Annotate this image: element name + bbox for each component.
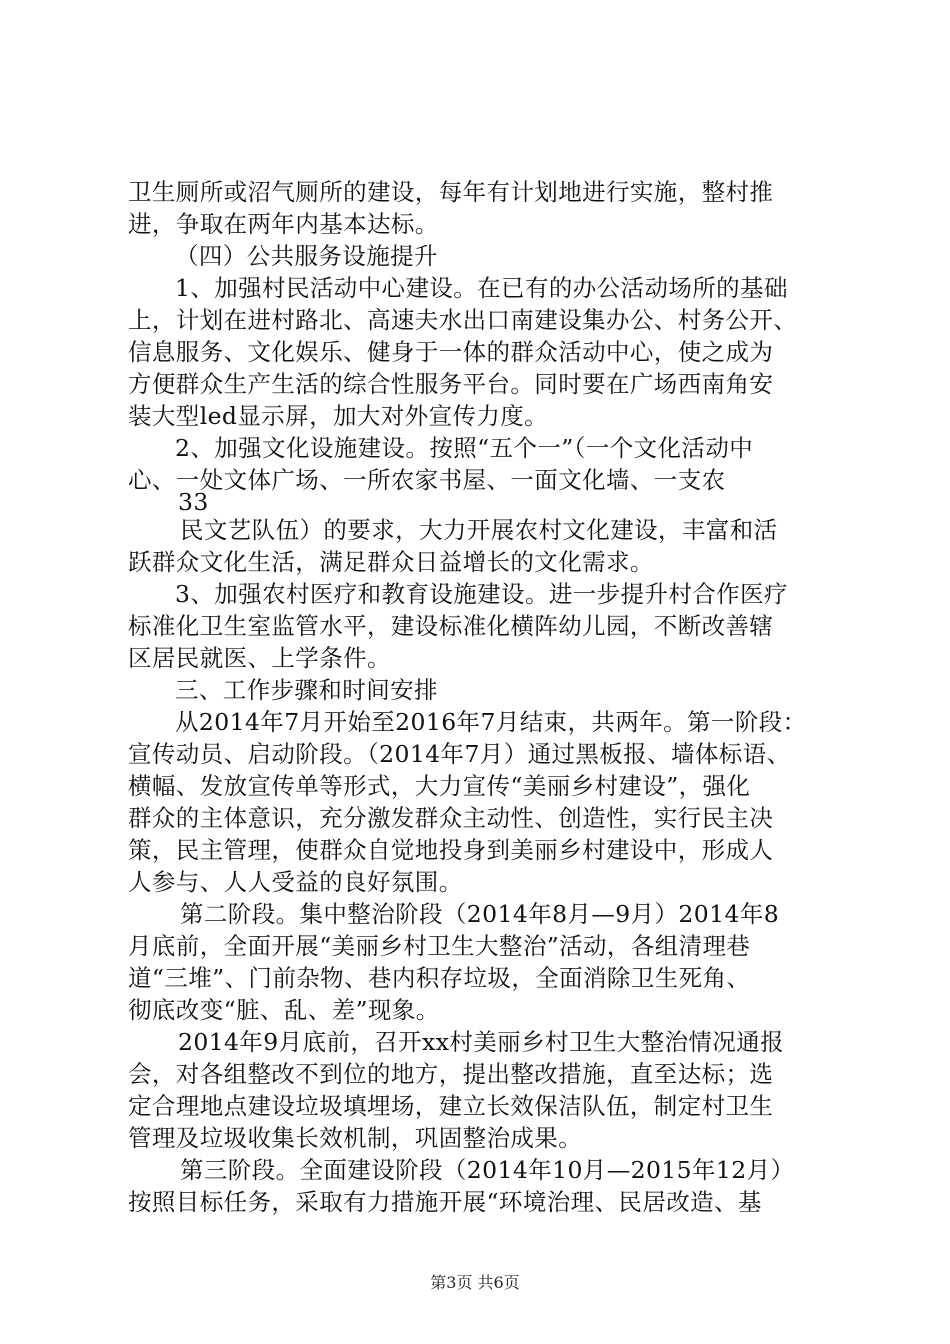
text-line: 2014年9月底前，召开xx村美丽乡村卫生大整治情况通报 bbox=[178, 1028, 784, 1056]
text-line: 卫生厕所或沼气厕所的建设，每年有计划地进行实施，整村推 bbox=[128, 178, 774, 206]
text-line: 道“三堆”、门前杂物、巷内积存垃圾，全面消除卫生死角、 bbox=[128, 964, 751, 992]
text-line: 横幅、发放宣传单等形式，大力宣传“美丽乡村建设”，强化 bbox=[128, 772, 751, 800]
text-line: 方便群众生产生活的综合性服务平台。同时要在广场西南角安 bbox=[128, 370, 774, 398]
text-line: 从2014年7月开始至2016年7月结束，共两年。第一阶段： bbox=[175, 708, 807, 736]
text-line: 第二阶段。集中整治阶段（2014年8月—9月）2014年8 bbox=[180, 900, 780, 928]
section-heading: （四）公共服务设施提升 bbox=[175, 242, 438, 270]
section-heading: 三、工作步骤和时间安排 bbox=[175, 676, 438, 704]
text-line: 人参与、人人受益的良好氛围。 bbox=[128, 868, 463, 896]
inline-page-number: 33 bbox=[178, 488, 209, 516]
text-line: 进，争取在两年内基本达标。 bbox=[128, 210, 439, 238]
text-line: 装大型led显示屏，加大对外宣传力度。 bbox=[128, 402, 549, 430]
text-line: 群众的主体意识，充分激发群众主动性、创造性，实行民主决 bbox=[128, 804, 774, 832]
text-line: 2、加强文化设施建设。按照“五个一”（一个文化活动中 bbox=[175, 434, 754, 462]
text-line: 彻底改变“脏、乱、差”现象。 bbox=[128, 996, 440, 1024]
text-line: 管理及垃圾收集长效机制，巩固整治成果。 bbox=[128, 1124, 583, 1152]
text-line: 宣传动员、启动阶段。（2014年7月）通过黑板报、墙体标语、 bbox=[128, 740, 791, 768]
text-line: 心、一处文体广场、一所农家书屋、一面文化墙、一支农 bbox=[128, 466, 726, 494]
text-line: 1、加强村民活动中心建设。在已有的办公活动场所的基础 bbox=[175, 274, 788, 302]
text-line: 按照目标任务，采取有力措施开展“环境治理、民居改造、基 bbox=[128, 1188, 762, 1216]
text-line: 月底前，全面开展“美丽乡村卫生大整治”活动，各组清理巷 bbox=[128, 932, 751, 960]
text-line: 第三阶段。全面建设阶段（2014年10月—2015年12月） bbox=[180, 1156, 795, 1184]
text-line: 会，对各组整改不到位的地方，提出整改措施，直至达标；选 bbox=[128, 1060, 774, 1088]
page-footer: 第3页 共6页 bbox=[430, 1273, 520, 1292]
text-line: 标准化卫生室监管水平，建设标准化横阵幼儿园，不断改善辖 bbox=[128, 612, 774, 640]
text-line: 区居民就医、上学条件。 bbox=[128, 644, 391, 672]
text-line: 定合理地点建设垃圾填埋场，建立长效保洁队伍，制定村卫生 bbox=[128, 1092, 774, 1120]
text-line: 跃群众文化生活，满足群众日益增长的文化需求。 bbox=[128, 548, 654, 576]
text-line: 上，计划在进村路北、高速夫水出口南建设集办公、村务公开、 bbox=[128, 306, 798, 334]
text-line: 信息服务、文化娱乐、健身于一体的群众活动中心，使之成为 bbox=[128, 338, 774, 366]
text-line: 策，民主管理，使群众自觉地投身到美丽乡村建设中，形成人 bbox=[128, 836, 774, 864]
text-line: 民文艺队伍）的要求，大力开展农村文化建设，丰富和活 bbox=[180, 516, 778, 544]
text-line: 3、加强农村医疗和教育设施建设。进一步提升村合作医疗 bbox=[175, 580, 788, 608]
